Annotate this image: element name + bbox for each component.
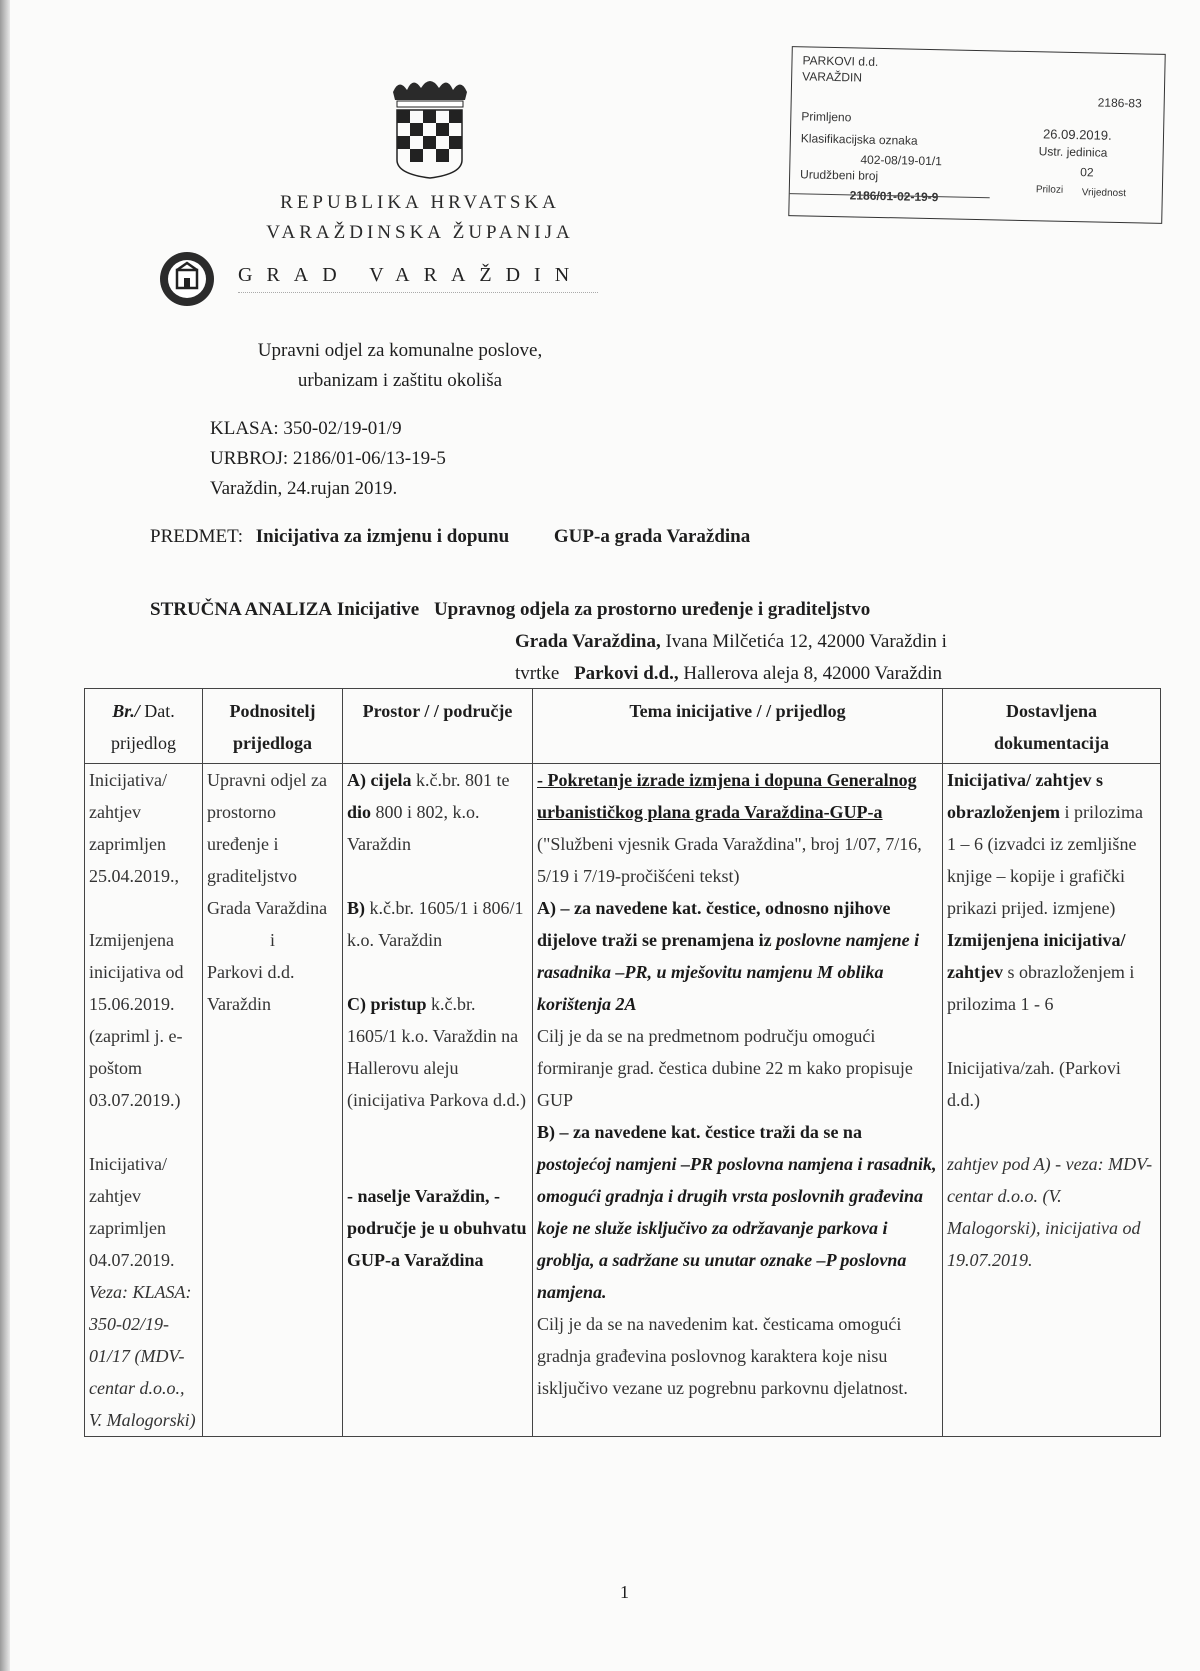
document-meta [210,414,446,504]
subject-part2: GUP-a grada Varaždina [553,526,751,547]
date-p4: Veza: KLASA: 350-02/19-01/17 (MDV-centar d.o.o., V. Malogorski) [89,1282,196,1430]
docs-p4: zahtjev pod A) - veza: MDV-centar d.o.o. (V. Malogorski), inicijativa od 19.07.2019. [947,1154,1153,1270]
date-p1: Inicijativa/ zahtjev zaprimljen 25.04.2019., [89,770,179,886]
stamp-value-label: Vrijednost [1081,187,1127,200]
topic-p4: B) – za navedene kat. čestice traži da se na postojećoj namjeni –PR poslovna namjena i rasadnik, omogući gradnja i drugih vrsta poslovnih građevina koje ne služe isključivo za održavanje parkova i groblja, a sadržane su unutar oznake –P poslovna namjena. [537,1122,937,1302]
header-col-area: Prostor / / područje [343,689,533,764]
department-line2: urbanizam i zaštitu okoliša [297,370,503,391]
cell-date [85,764,203,1437]
scan-edge [0,0,10,1671]
topic-p3: Cilj je da se na predmetnom području omogući formiranje grad. čestica dubine 22 m kako propisuje GUP [537,1026,913,1110]
date-p3: Inicijativa/ zahtjev zaprimljen 04.07.2019. [89,1154,175,1270]
submitter-p2: i [269,930,275,950]
cell-topic [533,764,943,1437]
stamp-org-line2: VARAŽDIN [802,69,863,85]
republic-line: REPUBLIKA HRVATSKA [280,192,560,213]
subject-part1: Inicijativa za izmjenu i dopunu [255,526,510,547]
area-b: B) k.č.br. 1605/1 i 806/1 k.o. Varaždin [347,898,524,950]
cell-docs [943,764,1161,1437]
department-line1: Upravni odjel za komunalne poslove, [257,340,543,361]
department-name [200,336,600,396]
header-col-submitter: Podnositelj prijedloga [203,689,343,764]
analysis-line1: Upravnog odjela za prostorno uređenje i graditeljstvo [433,599,871,620]
stamp-unit-label: Ustr. jedinica [1038,144,1108,160]
analysis-line2-rest: Ivana Milčetića 12, 42000 Varaždin i [665,631,947,652]
submitter-p1: Upravni odjel za prostorno uređenje i graditeljstvo Grada Varaždina [207,770,328,918]
topic-p1: - Pokretanje izrade izmjena i dopuna Generalnog urbanističkog plana grada Varaždina-GUP-a ("Službeni vjesnik Grada Varaždina", broj 1/07, 7/16, 5/19 i 7/19-pročišćeni tekst) [537,770,922,886]
stamp-received-label: Primljeno [801,109,852,125]
analysis-line2-bold: Grada Varaždina, [515,631,661,652]
stamp-class-value: 402-08/19-01/1 [860,152,942,169]
topic-p2: A) – za navedene kat. čestice, odnosno njihove dijelove traži se prenamjena iz poslovne namjene i rasadnika –PR, u mješovitu namjenu M oblika korištenja 2A [537,898,920,1014]
area-a: A) cijela k.č.br. 801 te dio 800 i 802, k.o. Varaždin [347,770,510,854]
republic-heading [240,188,600,248]
urbroj-line: URBROJ: 2186/01-06/13-19-5 [210,448,446,469]
area-d: - naselje Varaždin, - područje je u obuhvatu GUP-a Varaždina [347,1186,527,1270]
header-col-topic: Tema inicijative / / prijedlog [533,689,943,764]
table-row [85,764,1161,1437]
subject-line [150,526,750,548]
docs-p2: Izmijenjena inicijativa/ zahtjev s obrazloženjem i prilozima 1 - 6 [947,930,1135,1014]
analysis-line3-rest: Hallerova aleja 8, 42000 Varaždin [683,663,943,684]
stamp-date: 26.09.2019. [1042,126,1112,143]
received-stamp [788,46,1165,224]
county-line: VARAŽDINSKA ŽUPANIJA [266,222,574,243]
town-seal-icon [158,250,216,308]
stamp-class-label: Klasifikacijska oznaka [800,131,918,148]
stamp-attach-label: Prilozi [1035,184,1064,196]
date-p2: Izmijenjena inicijativa od 15.06.2019. (zapriml j. e-poštom 03.07.2019.) [89,930,184,1110]
header-col-date: Br./ Dat. prijedlog [85,689,203,764]
stamp-reg-label: Urudžbeni broj [799,167,879,183]
topic-p5: Cilj je da se na navedenim kat. česticama omogući gradnja građevina poslovnog karaktera koje nisu isključivo vezane uz pogrebnu parkovnu djelatnost. [537,1314,908,1398]
table-header-row [85,689,1161,764]
klasa-line: KLASA: 350-02/19-01/9 [210,418,402,439]
docs-p3: Inicijativa/zah. (Parkovi d.d.) [947,1058,1121,1110]
stamp-unit-value: 02 [1080,165,1094,180]
submitter-p3: Parkovi d.d. Varaždin [207,962,295,1014]
stamp-reg-value: 2186/01-02-19-9 [849,188,939,205]
town-name: GRAD VARAŽDIN [238,264,584,286]
header-col-docs: Dostavljena dokumentacija [943,689,1161,764]
subject-label: PREDMET: [150,526,244,547]
page-number: 1 [620,1582,629,1602]
analysis-heading [150,594,947,690]
stamp-org-line1: PARKOVI d.d. [802,53,879,69]
coat-of-arms-icon [385,70,475,180]
docs-p1: Inicijativa/ zahtjev s obrazloženjem i prilozima 1 – 6 (izvadci iz zemljišne knjige – kopije i grafički prikazi prijed. izmjene) [947,770,1143,918]
analysis-label: STRUČNA ANALIZA [150,599,333,620]
initiative-table [84,688,1161,1437]
analysis-label2: Inicijative [336,599,420,620]
town-subline-divider [238,292,598,299]
area-c: C) pristup k.č.br. 1605/1 k.o. Varaždin na Hallerovu aleju (inicijativa Parkova d.d.) [347,994,526,1110]
cell-area [343,764,533,1437]
cell-submitter [203,764,343,1437]
place-date-line: Varaždin, 24.rujan 2019. [210,478,398,499]
analysis-line3-bold: Parkovi d.d., [574,663,679,684]
stamp-code: 2186-83 [1097,95,1142,111]
analysis-line3-pre: tvrtke [515,663,560,684]
